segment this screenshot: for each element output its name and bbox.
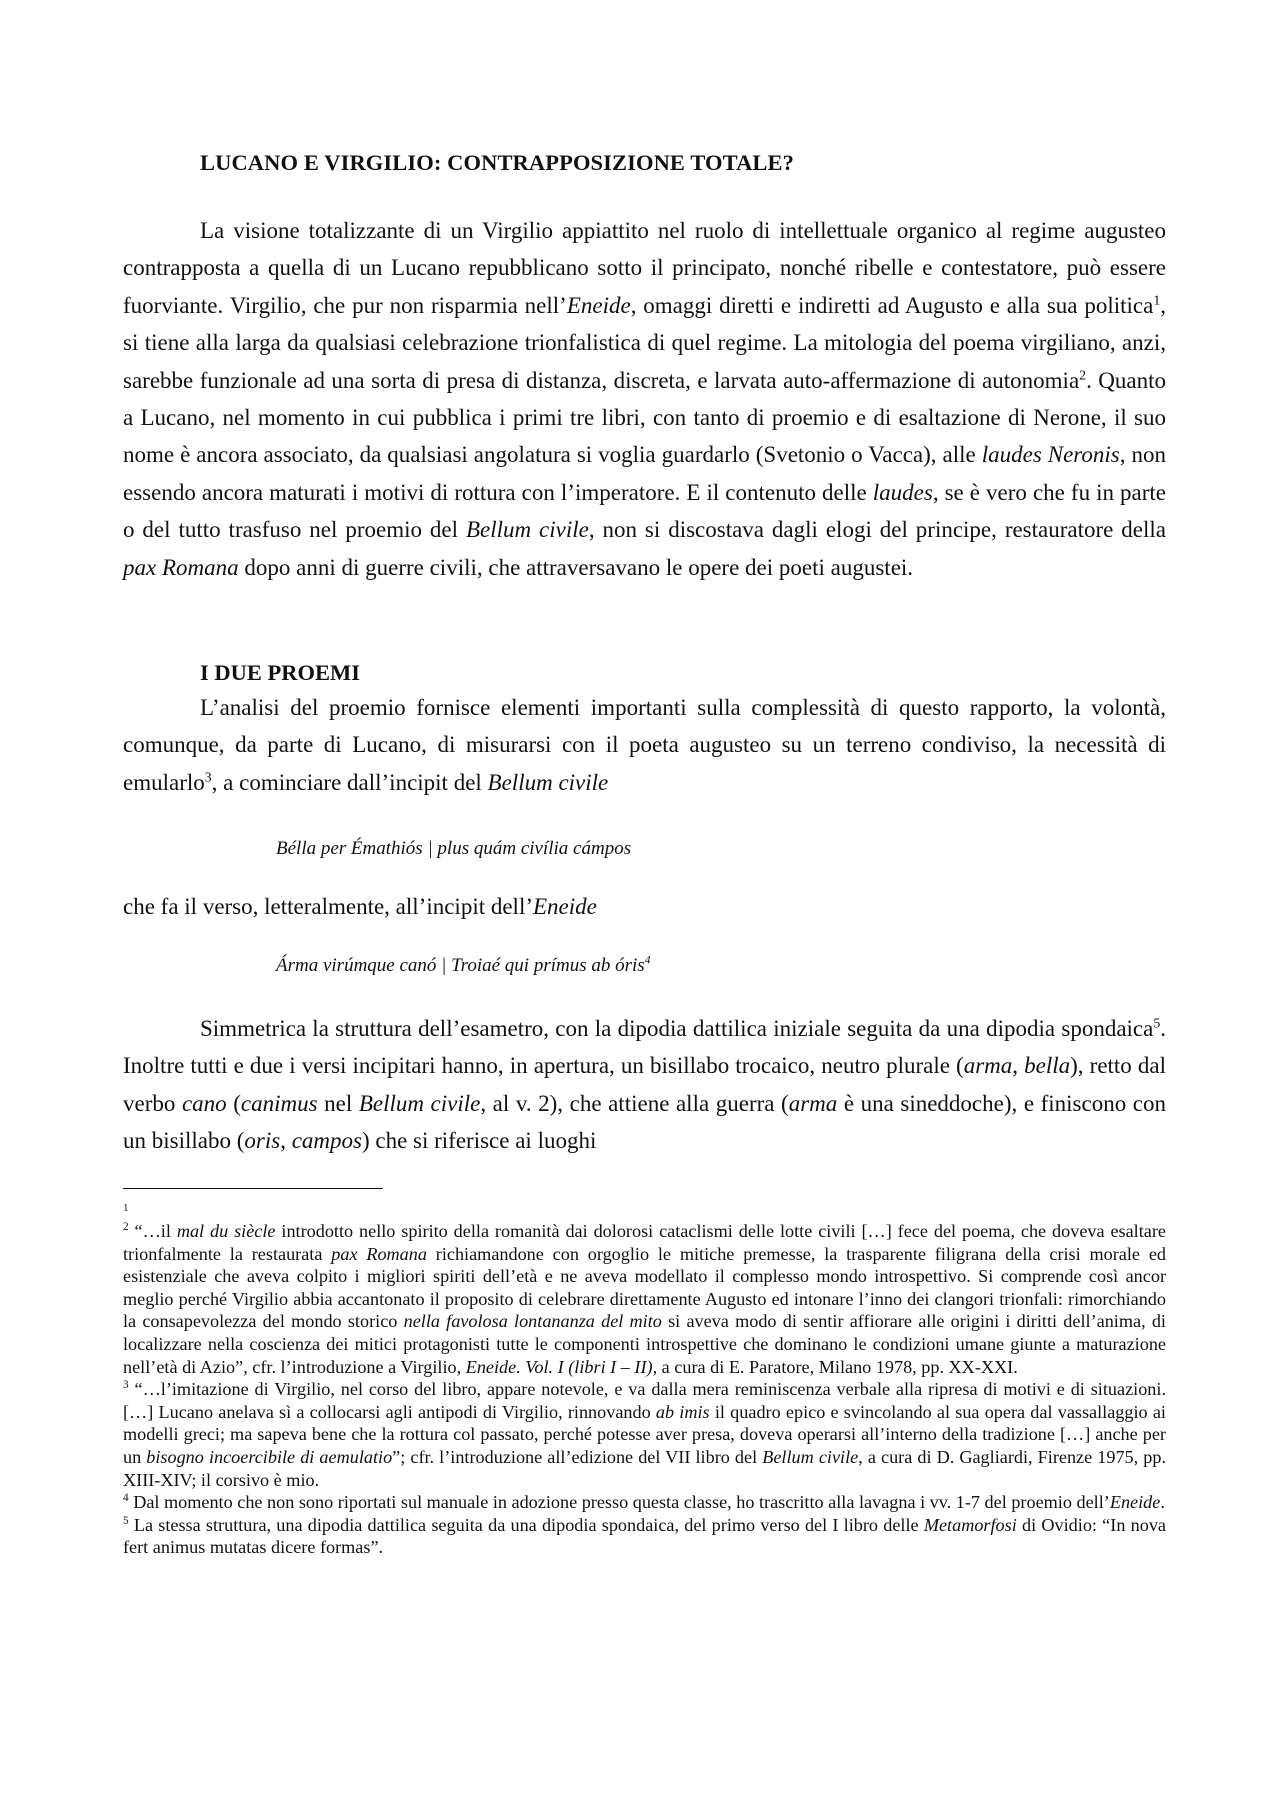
- italic-run: pax Romana: [123, 554, 239, 580]
- italic-run: bisogno incoercibile di aemulatio: [146, 1446, 393, 1467]
- footnote-5: [123, 1514, 1166, 1559]
- italic-run: bella: [1024, 1053, 1071, 1079]
- text-run: , si tiene alla larga da qualsiasi celebrazione trionfalistica di quel regime. La mitologia del poema virgiliano, anzi, sarebbe funzionale ad una sorta di presa di distanza, discreta, e larvata auto-affermazione di autonomia: [123, 292, 1166, 393]
- paragraph-4: [123, 1010, 1166, 1160]
- footnote-4: [123, 1491, 1166, 1514]
- text-run: , a cura di D. Gagliardi, Firenze 1975, pp. XIII-XIV; il corsivo è mio.: [123, 1446, 1166, 1490]
- footnote-number: 4: [123, 1492, 129, 1505]
- text-run: nel: [317, 1090, 359, 1116]
- text-run: , se è vero che fu in parte o del tutto trasfuso nel proemio del: [123, 479, 1167, 543]
- verse-text: Árma virúmque canó | Troiaé qui prímus ab óris: [276, 955, 645, 976]
- paragraph-2: [123, 689, 1166, 801]
- text-run: “…l’imitazione di Virgilio, nel corso del libro, appare notevole, e va dalla mera reminiscenza verbale alla ripresa di motivi e di situazioni. […] Lucano anelava sì a collocarsi agli antipodi di Virgilio, rinnovando: [123, 1379, 1166, 1422]
- text-run: ) che si riferisce ai luoghi: [361, 1128, 597, 1154]
- paragraph-1-container: [123, 212, 1166, 586]
- footnote-number: 5: [123, 1514, 129, 1527]
- paragraph-4-container: [123, 1010, 1166, 1160]
- footnote-number: 3: [123, 1379, 129, 1392]
- paragraph-1: [123, 212, 1166, 586]
- italic-run: Bellum civile: [762, 1446, 859, 1467]
- footnote-ref[interactable]: 5: [1153, 1015, 1161, 1031]
- italic-run: Bellum civile: [358, 1090, 481, 1116]
- text-run: . Inoltre tutti e due i versi incipitari hanno, in apertura, un bisillabo trocaico, neutro plurale (: [123, 1016, 1166, 1079]
- verse-quote-1: Bélla per Émathiós | plus quám civília cámpos: [276, 838, 632, 859]
- italic-run: Bellum civile: [465, 517, 589, 543]
- italic-run: Eneide. Vol. I (libri I – II),: [465, 1356, 658, 1377]
- footnote-ref[interactable]: 2: [1079, 366, 1087, 382]
- footnote-ref[interactable]: 4: [644, 954, 651, 967]
- italic-run: Bellum civile: [487, 769, 609, 795]
- text-run: ,: [280, 1128, 292, 1154]
- text-run: “…il: [128, 1221, 177, 1241]
- text-run: introdotto nello spirito della romanità dai dolorosi cataclismi delle lotte civili […] fece del poema, che doveva esaltare trionfalmente la restaurata: [123, 1221, 1166, 1264]
- paragraph-2-container: [123, 689, 1166, 801]
- italic-run: ab imis: [655, 1401, 710, 1422]
- italic-run: Eneide: [566, 292, 631, 318]
- footnote-separator: [123, 1188, 383, 1189]
- italic-run: Metamorfosi: [923, 1514, 1017, 1535]
- text-run: , a cominciare dall’incipit del: [211, 769, 488, 795]
- text-run: La visione totalizzante di un Virgilio appiattito nel ruolo di intellettuale organico al regime augusteo contrapposta a quella di un Lucano repubblicano sotto il principato, nonché ribelle e contestatore, può essere fuorviante. Virgilio, che pur non risparmia nell’: [123, 218, 1166, 318]
- italic-run: laudes: [872, 479, 933, 505]
- paragraph-3-container: [123, 888, 1166, 925]
- italic-run: arma: [963, 1053, 1013, 1079]
- italic-run: laudes Neronis: [981, 442, 1120, 468]
- text-run: che fa il verso, letteralmente, all’incipit dell’: [123, 894, 533, 919]
- italic-run: pax Romana: [331, 1243, 427, 1264]
- text-run: si aveva modo di sentir affiorare alle origini i diritti dell’anima, di localizzare nella coscienza dei mitici protagonisti tutte le componenti introspettive che dominano le condizioni umane giunte a maturazione nell’età di Azio”, cfr. l’introduzione a Virgilio,: [123, 1311, 1166, 1377]
- text-run: Dal momento che non sono riportati sul manuale in adozione presso questa classe, ho trascritto alla lavagna i vv. 1-7 del proemio dell’: [128, 1492, 1110, 1513]
- text-run: Simmetrica la struttura dell’esametro, con la dipodia dattilica iniziale seguita da una dipodia spondaica: [200, 1016, 1154, 1041]
- text-run: L’analisi del proemio fornisce elementi importanti sulla complessità di questo rapporto, la volontà, comunque, da parte di Lucano, di misurarsi con il poeta augusteo su un terreno condiviso, la necessità di emularlo: [123, 695, 1166, 795]
- footnote-ref[interactable]: 1: [1153, 292, 1161, 308]
- text-run: . Quanto a Lucano, nel momento in cui pubblica i primi tre libri, con tanto di proemio e di esaltazione di Nerone, il suo nome è ancora associato, da qualsiasi angolatura si voglia guardarlo (Svetonio o Vacca), alle: [123, 367, 1166, 468]
- footnote-number: 2: [123, 1220, 129, 1233]
- text-run: La stessa struttura, una dipodia dattilica seguita da una dipodia spondaica, del primo verso del I libro delle: [128, 1514, 924, 1535]
- text-run: ,: [1012, 1053, 1025, 1079]
- italic-run: canimus: [240, 1090, 318, 1116]
- footnote-ref[interactable]: 3: [204, 769, 212, 785]
- text-run: il quadro epico e svincolando al sua opera dal vassallaggio ai modelli greci; ma sapeva bene che la rottura col passato, perché potesse aver presa, doveva operarsi all’interno della tradizione […] anche per un: [123, 1401, 1166, 1467]
- text-run: , al v. 2), che attiene alla guerra (: [480, 1090, 789, 1116]
- text-run: richiamandone con orgoglio le mitiche premesse, la trasparente filigrana della crisi morale ed esistenziale che aveva colpito i migliori spiriti dell’età e ne aveva modellato il complesso mondo introspettivo. Si comprende così ancor meglio perché Virgilio abbia accantonato il proposito di celebrare direttamente Augusto ed intonare l’inno dei clangori trionfali: rimorchiando la consapevolezza del mondo storico: [123, 1243, 1166, 1332]
- italic-run: mal du siècle: [176, 1221, 276, 1241]
- text-run: di Ovidio: “In nova fert animus mutatas dicere formas”.: [123, 1514, 1166, 1558]
- text-run: (: [226, 1090, 241, 1116]
- verse-quote-2: [276, 955, 650, 977]
- italic-run: Eneide: [1109, 1492, 1161, 1513]
- italic-run: cano: [181, 1090, 227, 1116]
- text-run: .: [1160, 1492, 1165, 1513]
- footnote-2: [123, 1220, 1166, 1378]
- section-title: LUCANO E VIRGILIO: CONTRAPPOSIZIONE TOTALE?: [200, 150, 795, 175]
- text-run: ), retto dal verbo: [123, 1053, 1167, 1116]
- text-run: è una sineddoche), e finiscono con un bisillabo (: [123, 1090, 1166, 1154]
- paragraph-3: [123, 888, 1166, 925]
- italic-run: oris: [244, 1128, 281, 1154]
- italic-run: Eneide: [533, 894, 597, 919]
- text-run: a cura di E. Paratore, Milano 1978, pp. XX-XXI.: [657, 1356, 1018, 1377]
- italic-run: campos: [291, 1128, 362, 1154]
- text-run: , non essendo ancora maturati i motivi di rottura con l’imperatore. E il contenuto delle: [123, 442, 1166, 505]
- footnotes: [123, 1196, 1166, 1559]
- footnote-3: [123, 1378, 1166, 1491]
- text-run: dopo anni di guerre civili, che attraversavano le opere dei poeti augustei.: [238, 554, 914, 580]
- text-run: , omaggi diretti e indiretti ad Augusto e alla sua politica: [630, 292, 1154, 318]
- footnote-1: [123, 1196, 1166, 1220]
- italic-run: nella favolosa lontananza del mito: [403, 1311, 662, 1332]
- text-run: , non si discostava dagli elogi del principe, restauratore della: [588, 517, 1166, 543]
- section-heading: I DUE PROEMI: [200, 660, 361, 685]
- text-run: ”; cfr. l’introduzione all’edizione del VII libro del: [392, 1446, 763, 1467]
- italic-run: arma: [788, 1090, 838, 1116]
- footnote-number: 1: [123, 1202, 129, 1214]
